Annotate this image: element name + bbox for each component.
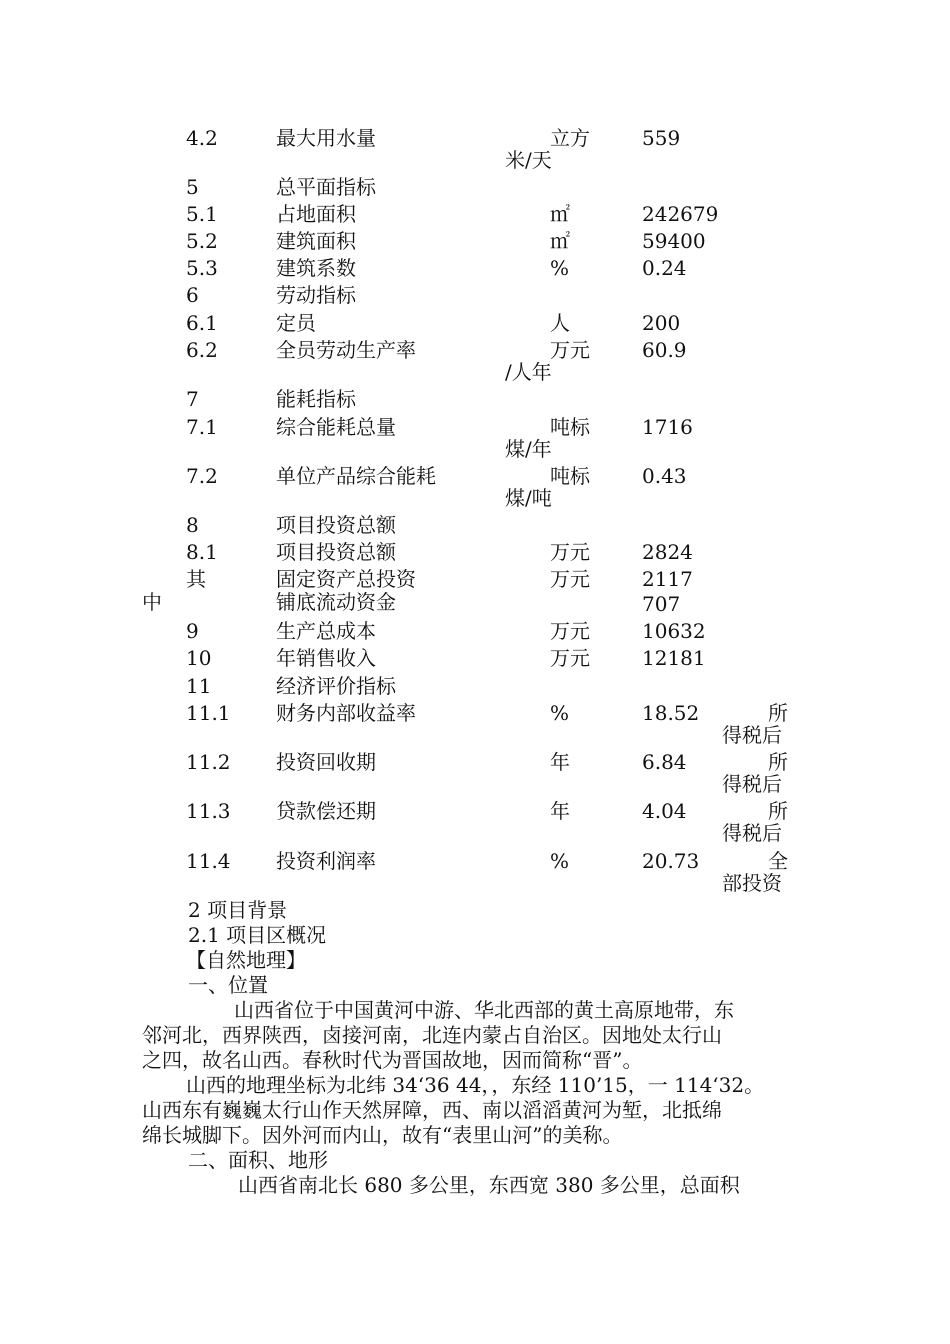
row-number: 6	[186, 283, 199, 307]
row-value: 200	[642, 311, 681, 335]
row-number: 5	[186, 175, 199, 199]
row-note-cont: 部投资	[722, 871, 782, 895]
topic-heading: 一、位置	[188, 973, 268, 997]
row-name: 总平面指标	[276, 175, 376, 199]
row-name: 项目投资总额	[276, 513, 396, 537]
row-value: 1716	[642, 415, 693, 439]
row-name: 建筑面积	[276, 229, 356, 253]
row-number: 11.1	[186, 701, 231, 725]
row-unit: 万元	[550, 338, 590, 362]
row-value: 12181	[642, 646, 706, 670]
row-number: 5.1	[186, 202, 218, 226]
row-unit: 万元	[550, 619, 590, 643]
row-name: 投资利润率	[276, 849, 376, 873]
row-name: 贷款偿还期	[276, 799, 376, 823]
row-note: 所	[768, 799, 788, 823]
row-name: 能耗指标	[276, 387, 356, 411]
row-unit-cont: 米/天	[505, 148, 552, 172]
row-number: 5.2	[186, 229, 218, 253]
row-number: 7.2	[186, 464, 218, 488]
paragraph-line: 绵长城脚下。因外河而内山，故有“表里山河”的美称。	[142, 1123, 623, 1147]
paragraph-line: 山西省位于中国黄河中游、华北西部的黄土高原地带，东	[234, 998, 734, 1022]
row-name: 财务内部收益率	[276, 701, 416, 725]
row-unit: 万元	[550, 540, 590, 564]
row-number: 7.1	[186, 415, 218, 439]
row-name: 固定资产总投资	[276, 567, 416, 591]
row-name: 生产总成本	[276, 619, 376, 643]
row-unit: 人	[550, 311, 570, 335]
row-unit: 万元	[550, 646, 590, 670]
row-number: 5.3	[186, 256, 218, 280]
row-name: 定员	[276, 311, 316, 335]
paragraph-line: 山西的地理坐标为北纬 34‘36 44，，东经 110’15，一 114‘32。	[186, 1073, 765, 1097]
row-unit: 年	[550, 799, 570, 823]
paragraph-line: 山西东有巍巍太行山作天然屏障，西、南以滔滔黄河为堑，北抵绵	[142, 1098, 722, 1122]
row-unit-cont: 煤/年	[505, 437, 552, 461]
row-number: 10	[186, 646, 212, 670]
row-unit: 年	[550, 750, 570, 774]
row-name: 项目投资总额	[276, 540, 396, 564]
row-number: 6.2	[186, 338, 218, 362]
row-unit-cont: 煤/吨	[505, 486, 552, 510]
row-unit: 吨标	[550, 464, 590, 488]
row-name: 投资回收期	[276, 750, 376, 774]
row-unit: 吨标	[550, 415, 590, 439]
row-value: 2117	[642, 567, 693, 591]
subsection-heading: 2.1 项目区概况	[188, 923, 327, 947]
row-number: 其	[186, 567, 206, 591]
row-number: 9	[186, 619, 199, 643]
row-note: 所	[768, 750, 788, 774]
row-value: 6.84	[642, 750, 687, 774]
paragraph-line: 之四，故名山西。春秋时代为晋国故地，因而简称“晋”。	[142, 1048, 643, 1072]
row-value: 559	[642, 126, 681, 150]
row-unit: 立方	[550, 126, 590, 150]
row-name: 占地面积	[276, 202, 356, 226]
row-name: 全员劳动生产率	[276, 338, 416, 362]
row-number: 11	[186, 674, 212, 698]
paragraph-line: 邻河北，西界陕西，卤接河南，北连内蒙占自治区。因地处太行山	[142, 1023, 722, 1047]
row-name: 年销售收入	[276, 646, 376, 670]
row-number: 11.2	[186, 750, 231, 774]
row-value: 0.24	[642, 256, 687, 280]
row-value: 707	[642, 592, 681, 616]
row-value: 4.04	[642, 799, 687, 823]
topic-heading: 二、面积、地形	[188, 1148, 328, 1172]
row-unit: ㎡	[550, 202, 570, 226]
row-note-cont: 得税后	[722, 772, 782, 796]
row-name: 铺底流动资金	[276, 590, 396, 614]
row-value: 242679	[642, 202, 719, 226]
row-name: 经济评价指标	[276, 674, 396, 698]
row-name: 最大用水量	[276, 126, 376, 150]
row-number: 4.2	[186, 126, 218, 150]
section-heading: 2 项目背景	[188, 898, 288, 922]
row-unit: %	[550, 701, 570, 725]
row-name: 建筑系数	[276, 256, 356, 280]
row-value: 20.73	[642, 849, 700, 873]
row-number: 8.1	[186, 540, 218, 564]
row-value: 10632	[642, 619, 706, 643]
row-note: 全	[768, 849, 788, 873]
row-value: 0.43	[642, 464, 687, 488]
row-note-cont: 得税后	[722, 821, 782, 845]
row-unit: %	[550, 849, 570, 873]
row-value: 59400	[642, 229, 706, 253]
row-number: 11.3	[186, 799, 231, 823]
row-value: 18.52	[642, 701, 700, 725]
row-unit: ㎡	[550, 229, 570, 253]
row-note-cont: 得税后	[722, 723, 782, 747]
row-unit: 万元	[550, 567, 590, 591]
row-name: 劳动指标	[276, 283, 356, 307]
row-note: 所	[768, 701, 788, 725]
bracket-heading: 【自然地理】	[186, 948, 306, 972]
paragraph-line: 山西省南北长 680 多公里，东西宽 380 多公里，总面积	[238, 1173, 740, 1197]
row-number: 8	[186, 513, 199, 537]
row-unit-cont: /人年	[505, 360, 552, 384]
row-name: 单位产品综合能耗	[276, 464, 436, 488]
row-unit: %	[550, 256, 570, 280]
row-name: 综合能耗总量	[276, 415, 396, 439]
row-value: 60.9	[642, 338, 687, 362]
row-value: 2824	[642, 540, 693, 564]
row-number: 6.1	[186, 311, 218, 335]
row-number: 11.4	[186, 849, 231, 873]
row-number: 7	[186, 387, 199, 411]
row-number-cont: 中	[142, 590, 162, 614]
